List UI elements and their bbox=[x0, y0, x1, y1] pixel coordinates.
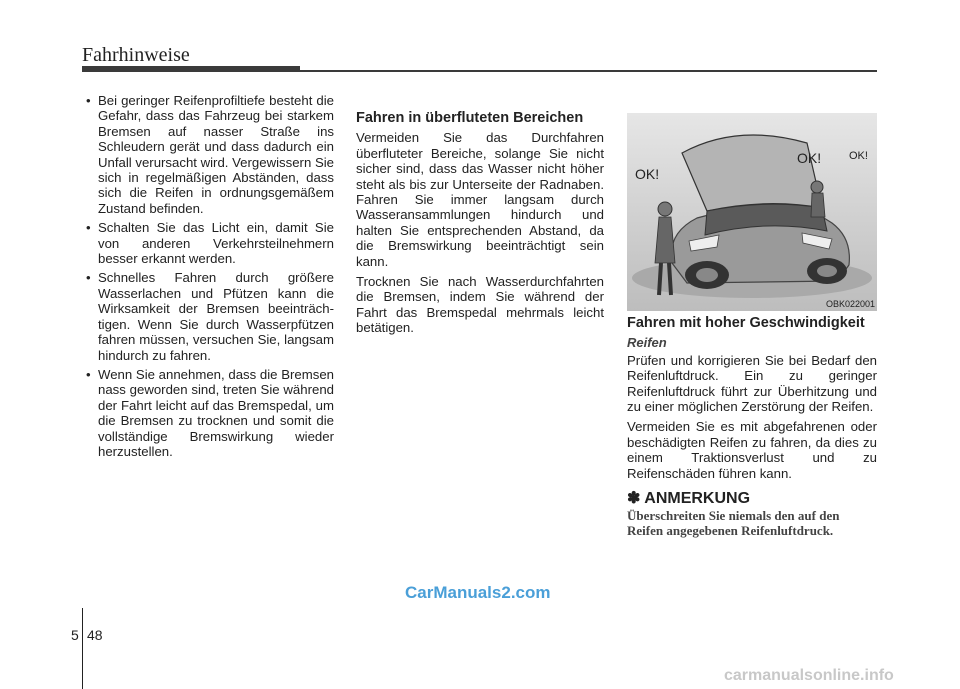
car-hood-open-image bbox=[627, 113, 877, 311]
bullet-list bbox=[86, 93, 334, 459]
header-rule-thin bbox=[300, 70, 877, 72]
bullet-item: • Bei geringer Reifenprofiltiefe besteht die Gefahr, dass das Fahrzeug bei starkem Bremsen auf nasser Straße ins Schleudern gerät und dass dadurch ein Unfall verursacht wird. Vergewissern Sie sich in regelmäßigen Abständen, dass sich die Reifen in ordnungsgemäßem Zustand befinden. bbox=[86, 93, 334, 216]
note-title: ANMERKUNG bbox=[644, 490, 751, 508]
bullet-item: • Schnelles Fahren durch größere Wasserlachen und Pfützen kann die Wirksamkeit der Bremsen beeinträch-tigen. Wenn Sie durch Wasserpfützen fahren müssen, versuchen Sie, langsam hindurch zu fahren. bbox=[86, 270, 334, 362]
paragraph: Trocknen Sie nach Wasserdurchfahrten die Bremsen, indem Sie während der Fahrt das Bremspedal mehrmals leicht betätigen. bbox=[356, 274, 604, 336]
note-asterisk-icon: ✽ bbox=[627, 490, 641, 508]
figure-label-ok: OK! bbox=[849, 150, 868, 162]
middle-column bbox=[356, 111, 604, 341]
bullet-item: • Schalten Sie das Licht ein, damit Sie von anderen Verkehrsteilnehmern besser erkannt werden. bbox=[86, 220, 334, 266]
heading-flooded-areas: Fahren in überfluteten Bereichen bbox=[356, 110, 584, 126]
figure-label-ok: OK! bbox=[635, 166, 660, 182]
footer-watermark: carmanualsonline.info bbox=[724, 667, 894, 684]
paragraph: Vermeiden Sie es mit abgefahrenen oder beschädigten Reifen zu fahren, da dies zu einem Traktionsverlust und zu Reifenschäden führen kann. bbox=[627, 419, 877, 481]
heading-high-speed: Fahren mit hoher Geschwindigkeit bbox=[627, 315, 865, 331]
figure-label-ok: OK! bbox=[797, 150, 822, 166]
figure-code: OBK022001 bbox=[825, 299, 875, 309]
page-number: 48 bbox=[87, 627, 103, 643]
subheading-tires: Reifen bbox=[627, 335, 667, 351]
note-body: Überschreiten Sie niemals den auf den Reifen angegebenen Reifenluftdruck. bbox=[627, 508, 840, 539]
note-heading bbox=[627, 491, 877, 506]
bullet-item: • Wenn Sie annehmen, dass die Bremsen nass geworden sind, treten Sie während der Fahrt leicht auf das Bremspedal, um die Bremsen zu trocknen und somit die vollständige Bremswirkung wieder herzustellen. bbox=[86, 367, 334, 459]
left-column bbox=[86, 93, 334, 463]
engine-check-illustration bbox=[627, 113, 877, 311]
page-number-divider bbox=[82, 608, 83, 689]
header-rule-thick bbox=[82, 66, 300, 72]
watermark-link[interactable]: CarManuals2.com bbox=[405, 583, 551, 602]
section-title: Fahrhinweise bbox=[82, 44, 190, 66]
right-column bbox=[627, 316, 877, 538]
paragraph: Prüfen und korrigieren Sie bei Bedarf den Reifenluftdruck. Ein zu geringer Reifenluftdruck führt zur Überhitzung und zu einer möglichen Zerstörung der Reifen. bbox=[627, 352, 877, 415]
paragraph: Vermeiden Sie das Durchfahren überfluteter Bereiche, solange Sie nicht sicher sind, dass das Wasser nicht höher steht als bis zur Unterseite der Radnaben. Fahren Sie immer langsam durch Wasseransammlungen hindurch und halten Sie entsprechenden Abstand, da die Bremswirkung beeinträchtigt sein kann. bbox=[356, 130, 604, 269]
chapter-number: 5 bbox=[71, 627, 79, 643]
